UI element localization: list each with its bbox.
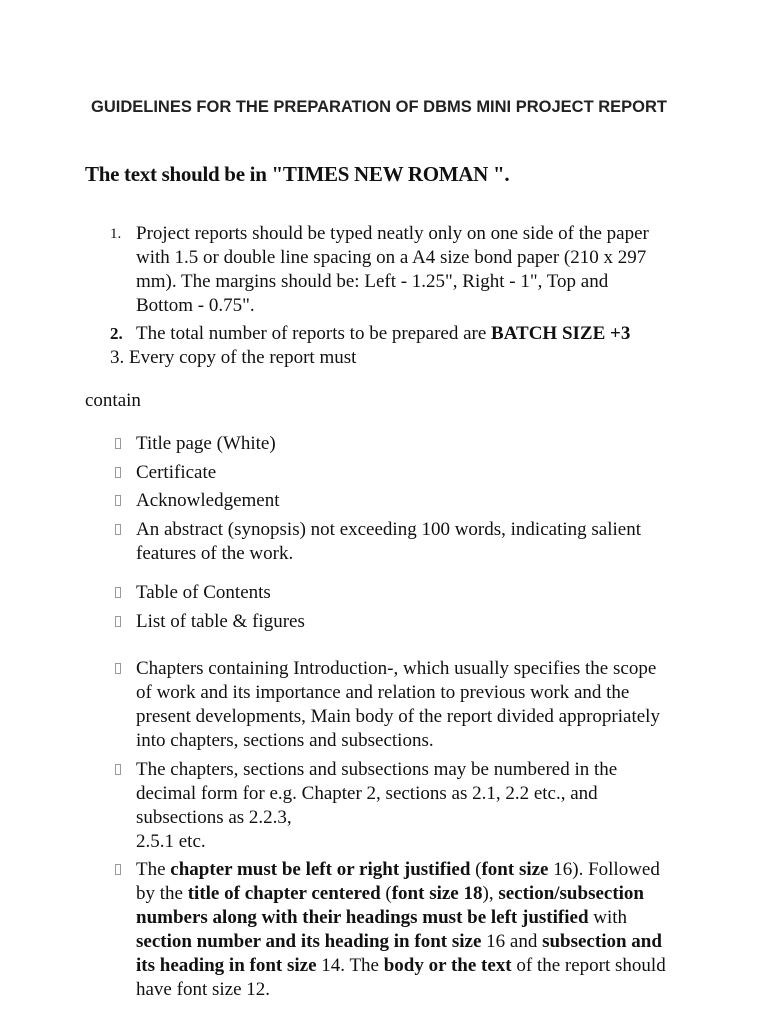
font-requirement-title: The text should be in "TIMES NEW ROMAN ".	[85, 162, 510, 186]
bullet-box-icon	[115, 524, 121, 535]
list-item-1	[110, 222, 650, 318]
numbered-list	[110, 222, 650, 346]
list-item-font-sizes: The chapter must be left or right justified (font size 16). Followed by the title of chapter centered (font size 18), section/subsection numbers along with their headings must be left justified with section number and its heading in font size 16 and subsection and its heading in font size 14. The body or the text of the report should have font size 12.	[115, 858, 675, 1002]
list-item-text: The total number of reports to be prepared are	[136, 323, 492, 344]
bullet-box-icon	[115, 616, 121, 627]
bullet-box-icon	[115, 495, 121, 506]
list-marker: 1.	[110, 226, 122, 242]
bullet-box-icon	[115, 663, 121, 674]
bullet-box-icon	[115, 467, 121, 478]
list-item-numbering: The chapters, sections and subsections may be numbered in the decimal form for e.g. Chapter 2, sections as 2.1, 2.2 etc., and subsections as 2.2.3, 2.5.1 etc.	[115, 758, 675, 854]
list-item: Acknowledgement	[115, 489, 675, 513]
bullet-list-body	[115, 657, 675, 1007]
bullet-list-front-matter	[115, 432, 675, 570]
bullet-box-icon	[115, 587, 121, 598]
list-item: Certificate	[115, 461, 675, 485]
list-item: An abstract (synopsis) not exceeding 100 words, indicating salient features of the work.	[115, 518, 675, 566]
list-item-2	[110, 322, 650, 346]
batch-size-text: BATCH SIZE +3	[491, 323, 631, 344]
list-item: Table of Contents	[115, 581, 675, 605]
bullet-box-icon	[115, 764, 121, 775]
list-item-3: 3. Every copy of the report must	[110, 347, 357, 368]
bullet-box-icon	[115, 438, 121, 449]
list-marker: 2.	[110, 324, 123, 343]
document-heading: GUIDELINES FOR THE PREPARATION OF DBMS MINI PROJECT REPORT	[91, 98, 668, 116]
bullet-box-icon	[115, 864, 121, 875]
list-item-text: Project reports should be typed neatly only on one side of the paper with 1.5 or double line spacing on a A4 size bond paper (210 x 297 mm). The margins should be: Left - 1.25", Right - 1", Top and Bottom - 0.75".	[136, 223, 649, 316]
list-item: List of table & figures	[115, 610, 675, 634]
contain-text: contain	[85, 390, 141, 411]
bullet-list-contents	[115, 581, 675, 638]
list-item-chapters: Chapters containing Introduction-, which usually specifies the scope of work and its importance and relation to previous work and the present developments, Main body of the report divided appropriately into chapters, sections and subsections.	[115, 657, 675, 753]
list-item: Title page (White)	[115, 432, 675, 456]
